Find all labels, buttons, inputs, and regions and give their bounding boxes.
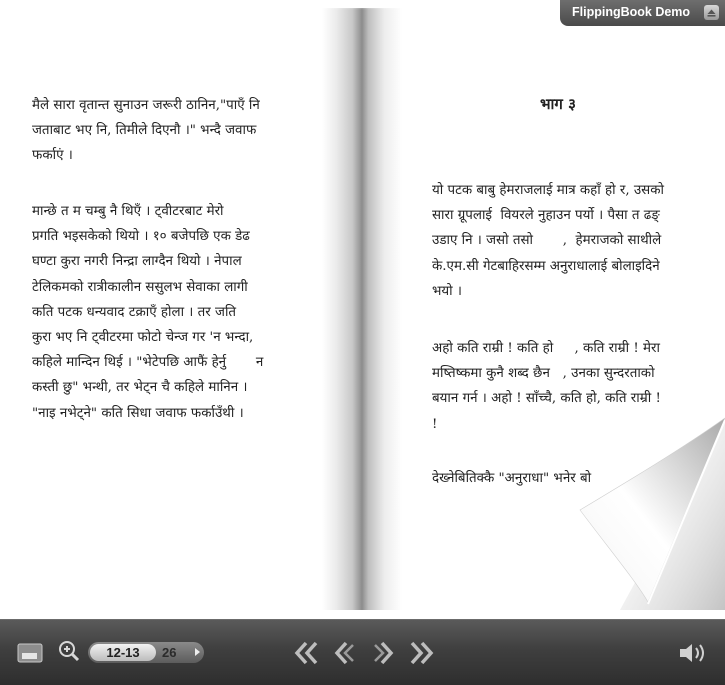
text-line: भयो । bbox=[432, 283, 462, 299]
brand-tab[interactable] bbox=[560, 0, 725, 26]
text-line: ! bbox=[432, 416, 438, 432]
bottom-toolbar bbox=[0, 619, 725, 685]
current-pages[interactable]: 12-13 bbox=[90, 644, 156, 661]
eject-icon bbox=[704, 5, 719, 20]
last-page-button[interactable] bbox=[406, 638, 436, 668]
page-curl-icon bbox=[570, 410, 725, 610]
previous-page-button[interactable] bbox=[330, 638, 360, 668]
text-line: के.एम.सी गेटबाहिरसम्म अनुराधालाई बोलाइदिने bbox=[432, 258, 660, 274]
left-paragraph-2 bbox=[32, 199, 294, 426]
right-paragraph-1 bbox=[432, 178, 694, 304]
text-line: "नाइ नभेट्ने" कति सिधा जवाफ फर्काउँथी । bbox=[32, 405, 244, 421]
text-line: कति पटक धन्यवाद टक्राएँ होला । तर जति bbox=[32, 304, 237, 320]
next-page-icon bbox=[368, 638, 398, 668]
page-navigator[interactable] bbox=[88, 642, 204, 663]
text-line: मष्तिष्कमा कुनै शब्द छैन , उनका सुन्दरताको bbox=[432, 366, 655, 382]
text-line: कहिले मान्दिन थिई । "भेटेपछि आफैं हेर्नु न bbox=[32, 355, 264, 371]
page-view-button[interactable] bbox=[15, 641, 45, 666]
page-curl-corner[interactable] bbox=[570, 410, 725, 610]
page-menu-arrow-icon[interactable] bbox=[195, 648, 200, 656]
sound-icon bbox=[676, 639, 710, 667]
text-line: यो पटक बाबु हेमराजलाई मात्र कहाँ हो र, उसको bbox=[432, 183, 664, 198]
last-page-icon bbox=[406, 638, 436, 668]
text-line: सारा ग्रूपलाई वियरले नुहाउन पर्यो । पैसा त ढङ् bbox=[432, 208, 660, 224]
book-gutter bbox=[322, 8, 402, 610]
brand-label: FlippingBook Demo bbox=[572, 5, 691, 19]
first-page-button[interactable] bbox=[292, 638, 322, 668]
brand-collapse-button[interactable] bbox=[704, 5, 719, 20]
text-line: जताबाट भए नि, तिमीले दिएनौ ।" भन्दै जवाफ bbox=[32, 123, 257, 139]
zoom-icon bbox=[56, 638, 82, 664]
next-page-button[interactable] bbox=[368, 638, 398, 668]
previous-page-icon bbox=[330, 638, 360, 668]
total-pages: 26 bbox=[162, 645, 177, 660]
zoom-button[interactable] bbox=[56, 638, 82, 664]
text-line: कुरा भए नि ट्वीटरमा फोटो चेन्ज गर 'न भन्दा, bbox=[32, 330, 254, 346]
text-line: अहो कति राम्री ! कति हो , कति राम्री ! मेरा bbox=[432, 341, 660, 356]
gutter-fade bbox=[322, 0, 402, 10]
text-line: टेलिकमको रात्रीकालीन ससुलभ सेवाका लागी bbox=[32, 279, 248, 295]
text-line: फर्काएं । bbox=[32, 148, 73, 164]
text-line: देख्नेबितिक्कै "अनुराधा" भनेर बो bbox=[432, 471, 592, 486]
text-line: प्रगति भइसकेको थियो । १० बजेपछि एक डेढ bbox=[32, 229, 250, 245]
text-line: मान्छे त म चम्बु नै थिएँ । ट्वीटरबाट मेरो bbox=[32, 204, 224, 219]
sound-button[interactable] bbox=[676, 639, 710, 667]
first-page-icon bbox=[292, 638, 322, 668]
text-line: घण्टा कुरा नगरी निन्द्रा लाग्दैन थियो । नेपाल bbox=[32, 254, 242, 270]
text-line: उडाए नि । जसो तसो , हेमराजको साथीले bbox=[432, 233, 662, 249]
page-view-icon bbox=[15, 641, 45, 666]
text-line: बयान गर्न । अहो ! साँच्चै, कति हो, कति राम्री ! bbox=[432, 391, 661, 407]
text-line: कस्ती छु" भन्थी, तर भेट्न चै कहिले मानिन । bbox=[32, 380, 248, 396]
left-paragraph-1 bbox=[32, 93, 294, 169]
chapter-title: भाग ३ bbox=[540, 95, 576, 113]
text-line: मैले सारा वृतान्त सुनाउन जरूरी ठानिन,"पाएँ नि bbox=[32, 98, 260, 113]
